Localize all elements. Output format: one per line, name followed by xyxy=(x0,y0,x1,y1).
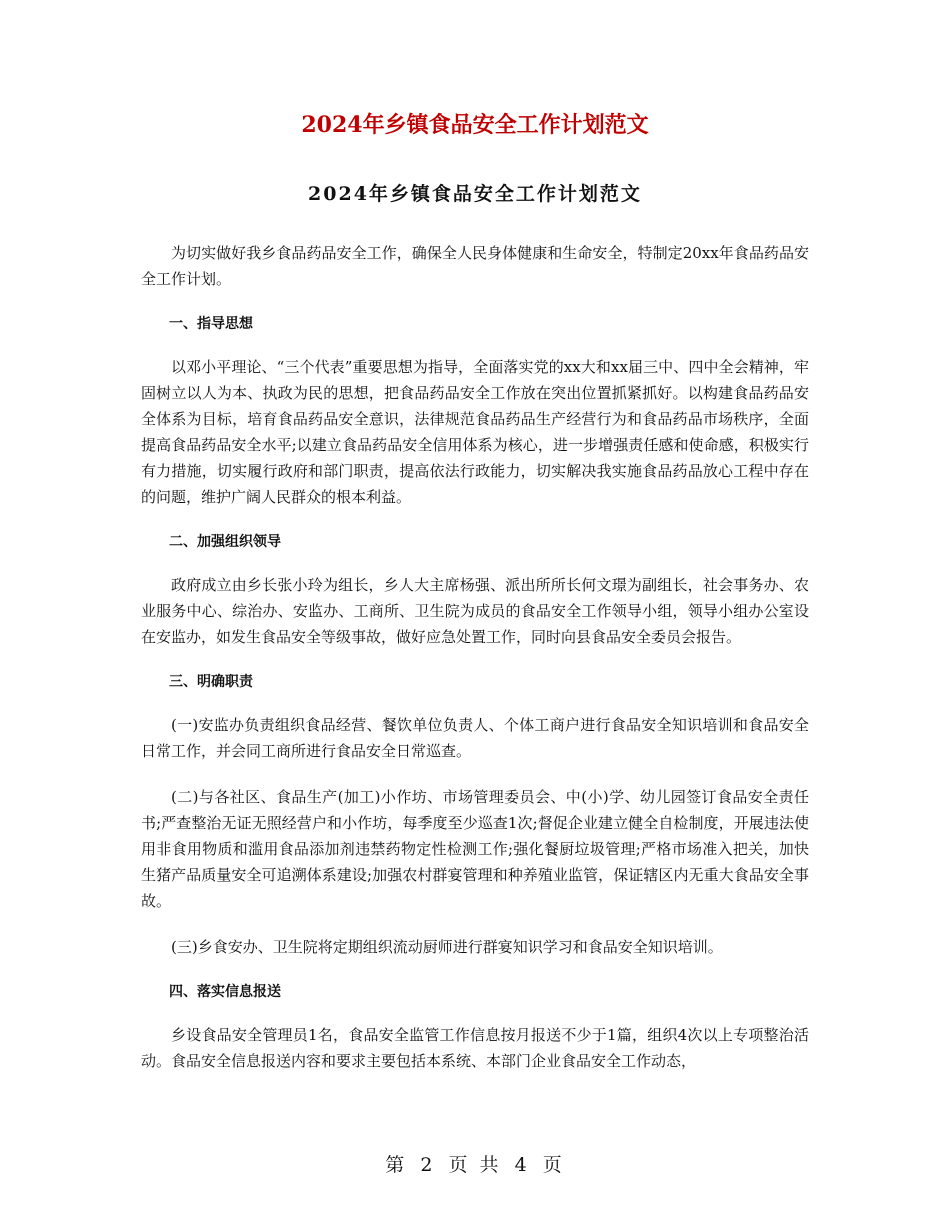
document-subtitle: 2024年乡镇食品安全工作计划范文 xyxy=(308,183,642,205)
section-heading-3: 三、明确职责 xyxy=(169,674,253,690)
document-body xyxy=(141,240,809,1094)
intro-paragraph: 为切实做好我乡食品药品安全工作，确保全人民身体健康和生命安全，特制定20xx年食品药品安全工作计划。 xyxy=(141,244,809,288)
section-3-paragraph-2: (二)与各社区、食品生产(加工)小作坊、市场管理委员会、中(小)学、幼儿园签订食品安全责任书;严查整治无证无照经营户和小作坊，每季度至少巡查1次;督促企业建立健全自检制度，开展违法使用非食用物质和滥用食品添加剂违禁药物定性检测工作;强化餐厨垃圾管理;严格市场准入把关，加快生猪产品质量安全可追溯体系建设;加强农村群宴管理和种养殖业监管，保证辖区内无重大食品安全事故。 xyxy=(141,788,809,910)
section-1-paragraph: 以邓小平理论、“三个代表”重要思想为指导，全面落实党的xx大和xx届三中、四中全会精神，牢固树立以人为本、执政为民的思想，把食品药品安全工作放在突出位置抓紧抓好。以构建食品药品安全体系为目标，培育食品药品安全意识，法律规范食品药品生产经营行为和食品药品市场秩序，全面提高食品药品安全水平;以建立食品药品安全信用体系为核心，进一步增强责任感和使命感，积极实行有力措施，切实履行政府和部门职责，提高依法行政能力，切实解决我实施食品药品放心工程中存在的问题，维护广阔人民群众的根本利益。 xyxy=(141,358,809,506)
footer-middle: 页 共 xyxy=(448,1154,502,1176)
page-footer xyxy=(0,1152,950,1178)
section-heading-2: 二、加强组织领导 xyxy=(169,534,281,550)
section-heading-1: 一、指导思想 xyxy=(169,316,253,332)
section-4-paragraph: 乡设食品安全管理员1名，食品安全监管工作信息按月报送不少于1篇，组织4次以上专项整治活动。食品安全信息报送内容和要求主要包括本系统、本部门企业食品安全工作动态， xyxy=(141,1026,809,1070)
document-title: 2024年乡镇食品安全工作计划范文 xyxy=(301,112,649,138)
section-3-paragraph-1: (一)安监办负责组织食品经营、餐饮单位负责人、个体工商户进行食品安全知识培训和食品安全日常工作，并会同工商所进行食品安全日常巡查。 xyxy=(141,716,809,760)
section-heading-4: 四、落实信息报送 xyxy=(169,984,281,1000)
section-3-paragraph-3: (三)乡食安办、卫生院将定期组织流动厨师进行群宴知识学习和食品安全知识培训。 xyxy=(171,938,723,956)
footer-total-pages: 4 xyxy=(514,1154,530,1176)
section-2-paragraph: 政府成立由乡长张小玲为组长，乡人大主席杨强、派出所所长何文璟为副组长，社会事务办、农业服务中心、综治办、安监办、工商所、卫生院为成员的食品安全工作领导小组，领导小组办公室设在安监办，如发生食品安全等级事故，做好应急处置工作，同时向县食品安全委员会报告。 xyxy=(141,576,809,646)
footer-prefix: 第 xyxy=(385,1154,408,1176)
footer-suffix: 页 xyxy=(542,1154,565,1176)
footer-page-number: 2 xyxy=(420,1154,436,1176)
